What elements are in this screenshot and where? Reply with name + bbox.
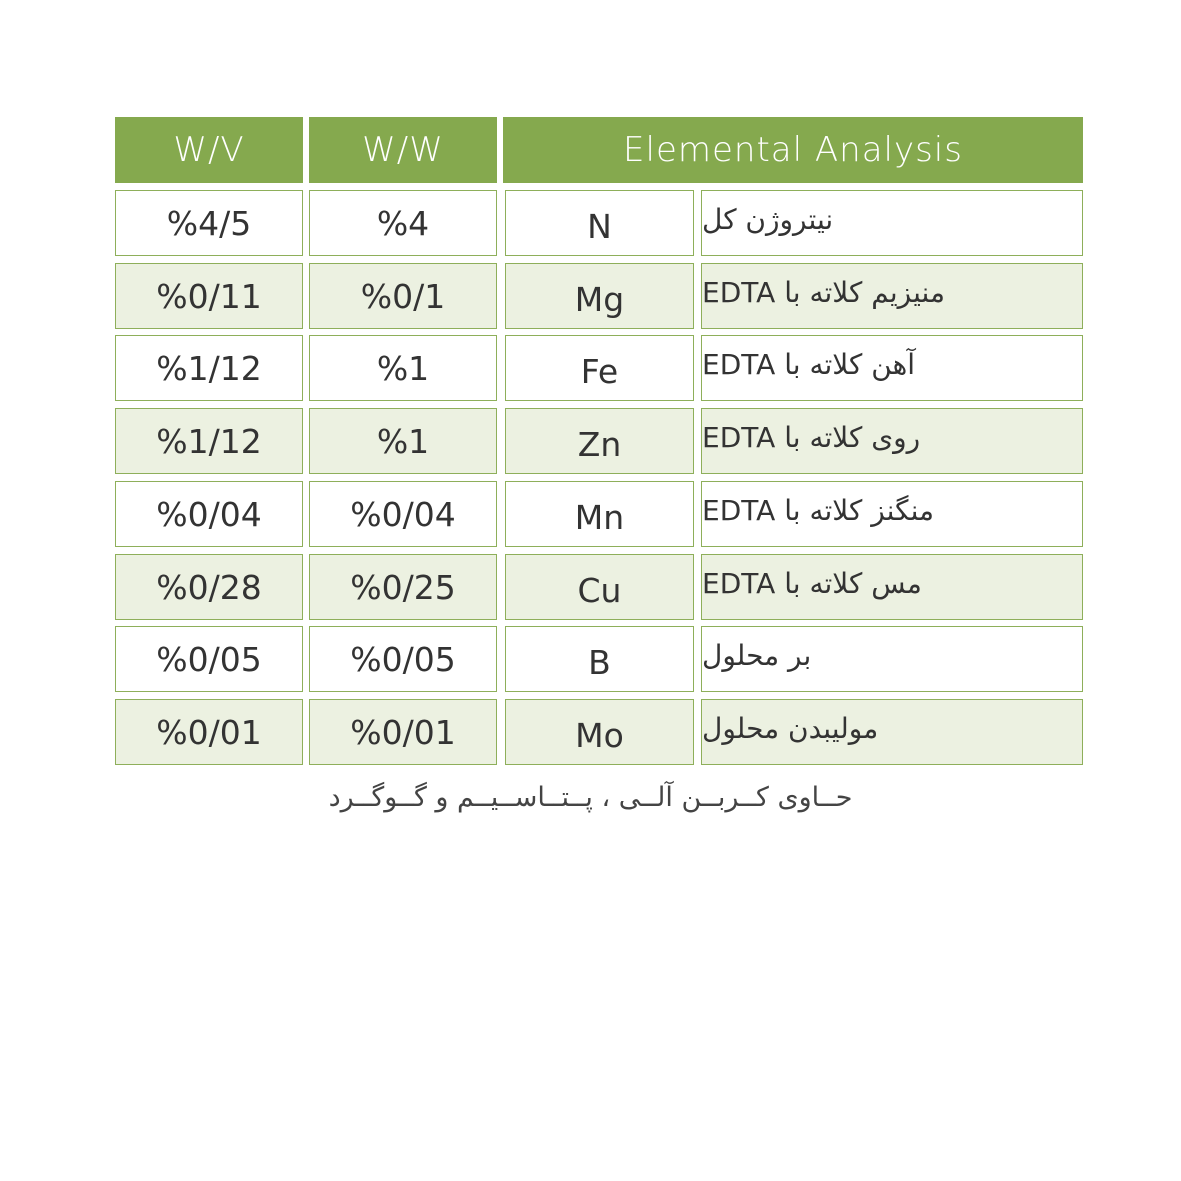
header-wv: W/V: [115, 117, 303, 183]
cell-symbol: Fe: [505, 335, 694, 401]
cell-symbol: Mo: [505, 699, 694, 765]
cell-wv: %1/12: [115, 408, 303, 474]
cell-wv: %0/01: [115, 699, 303, 765]
cell-wv: %4/5: [115, 190, 303, 256]
cell-wv: %1/12: [115, 335, 303, 401]
cell-ww: %0/04: [309, 481, 497, 547]
cell-ww: %0/05: [309, 626, 497, 692]
header-ww: W/W: [309, 117, 497, 183]
cell-element-name: بر محلول: [701, 626, 1083, 692]
cell-wv: %0/11: [115, 263, 303, 329]
cell-element-name: مس کلاته با EDTA: [701, 554, 1083, 620]
cell-element-name: منگنز کلاته با EDTA: [701, 481, 1083, 547]
cell-element-name: آهن کلاته با EDTA: [701, 335, 1083, 401]
footer-note: حــاوی کــربــن آلــی ، پــتــاســیــم و گــوگــرد: [328, 782, 853, 813]
cell-ww: %0/01: [309, 699, 497, 765]
cell-ww: %0/1: [309, 263, 497, 329]
cell-ww: %0/25: [309, 554, 497, 620]
cell-symbol: Zn: [505, 408, 694, 474]
cell-symbol: Mg: [505, 263, 694, 329]
cell-element-name: مولیبدن محلول: [701, 699, 1083, 765]
cell-symbol: B: [505, 626, 694, 692]
cell-wv: %0/04: [115, 481, 303, 547]
cell-element-name: روی کلاته با EDTA: [701, 408, 1083, 474]
cell-symbol: N: [505, 190, 694, 256]
cell-ww: %1: [309, 335, 497, 401]
cell-element-name: نیتروژن کل: [701, 190, 1083, 256]
cell-ww: %4: [309, 190, 497, 256]
cell-element-name: منیزیم کلاته با EDTA: [701, 263, 1083, 329]
cell-wv: %0/05: [115, 626, 303, 692]
cell-symbol: Cu: [505, 554, 694, 620]
cell-wv: %0/28: [115, 554, 303, 620]
header-elemental-analysis: Elemental Analysis: [503, 117, 1083, 183]
cell-ww: %1: [309, 408, 497, 474]
cell-symbol: Mn: [505, 481, 694, 547]
